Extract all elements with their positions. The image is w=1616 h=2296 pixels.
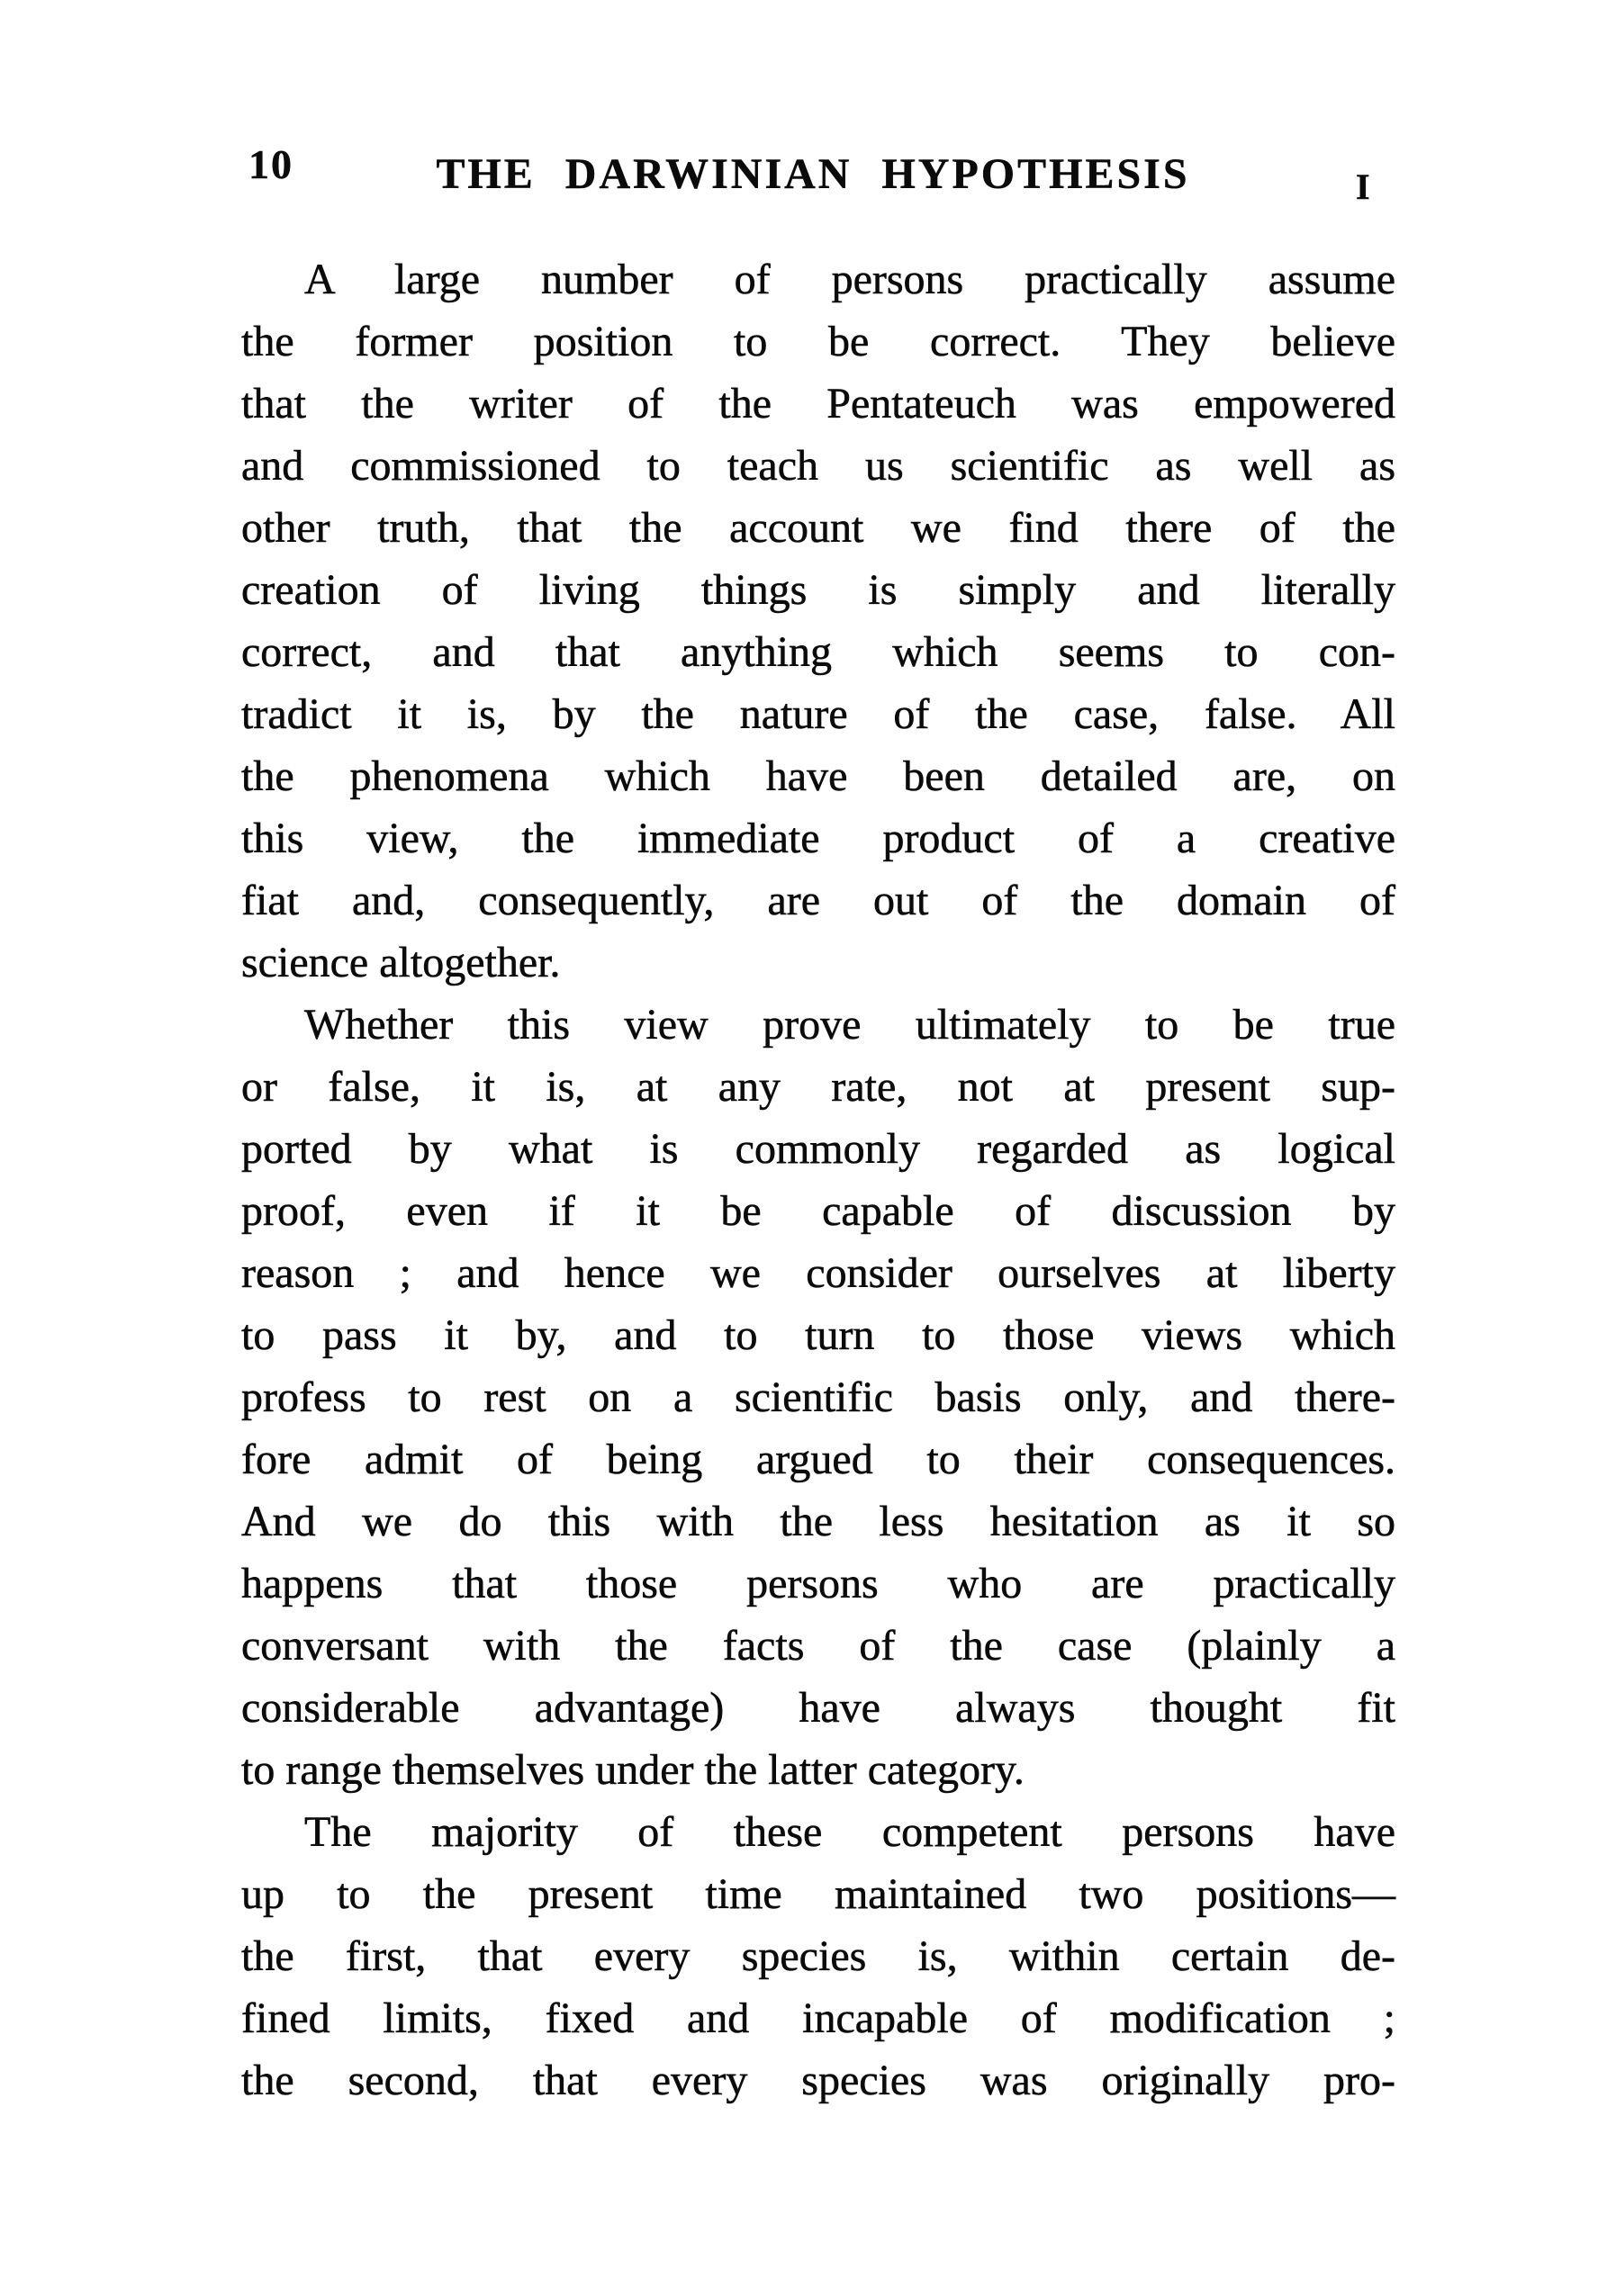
text-line: proof, even if it be capable of discussion by bbox=[241, 1187, 1395, 1235]
text-line: fined limits, fixed and incapable of modification ; bbox=[241, 1994, 1395, 2042]
page-number: 10 bbox=[248, 141, 293, 187]
text-line: reason ; and hence we consider ourselves at liberty bbox=[241, 1249, 1395, 1297]
text-line: that the writer of the Pentateuch was empowered bbox=[241, 380, 1395, 428]
text-line: the phenomena which have been detailed are, on bbox=[241, 752, 1395, 800]
text-line: And we do this with the less hesitation as it so bbox=[241, 1498, 1395, 1545]
text-line: the former position to be correct. They believe bbox=[241, 318, 1395, 365]
text-line: creation of living things is simply and literally bbox=[241, 566, 1395, 614]
text-line: tradict it is, by the nature of the case, false. All bbox=[241, 690, 1395, 738]
text-line: considerable advantage) have always thought fit bbox=[241, 1684, 1395, 1732]
running-title: THE DARWINIAN HYPOTHESIS bbox=[436, 150, 1190, 198]
text-line: to pass it by, and to turn to those views which bbox=[241, 1311, 1395, 1359]
text-line: ported by what is commonly regarded as logical bbox=[241, 1125, 1395, 1173]
text-line: this view, the immediate product of a creative bbox=[241, 815, 1395, 862]
chapter-numeral: I bbox=[1356, 167, 1370, 207]
text-line: Whether this view prove ultimately to be true bbox=[304, 1001, 1395, 1049]
page-body bbox=[241, 248, 1395, 2111]
text-line: fiat and, consequently, are out of the domain of bbox=[241, 877, 1395, 924]
text-line: and commissioned to teach us scientific as well as bbox=[241, 442, 1395, 490]
text-line: profess to rest on a scientific basis only, and there- bbox=[241, 1373, 1395, 1421]
text-line: fore admit of being argued to their consequences. bbox=[241, 1436, 1395, 1483]
text-line: happens that those persons who are practically bbox=[241, 1560, 1395, 1607]
text-line: conversant with the facts of the case (plainly a bbox=[241, 1622, 1395, 1670]
text-line: to range themselves under the latter category. bbox=[241, 1746, 1025, 1794]
text-line: up to the present time maintained two positions— bbox=[241, 1870, 1395, 1918]
text-line: A large number of persons practically assume bbox=[304, 256, 1395, 303]
text-line: the second, that every species was originally pro- bbox=[241, 2057, 1395, 2104]
text-line: science altogether. bbox=[241, 939, 561, 986]
text-line: other truth, that the account we find there of the bbox=[241, 504, 1395, 552]
text-line: correct, and that anything which seems to con- bbox=[241, 628, 1395, 676]
text-line: the first, that every species is, within certain de- bbox=[241, 1932, 1395, 1980]
text-line: The majority of these competent persons have bbox=[304, 1808, 1395, 1856]
text-line: or false, it is, at any rate, not at present sup- bbox=[241, 1063, 1395, 1111]
